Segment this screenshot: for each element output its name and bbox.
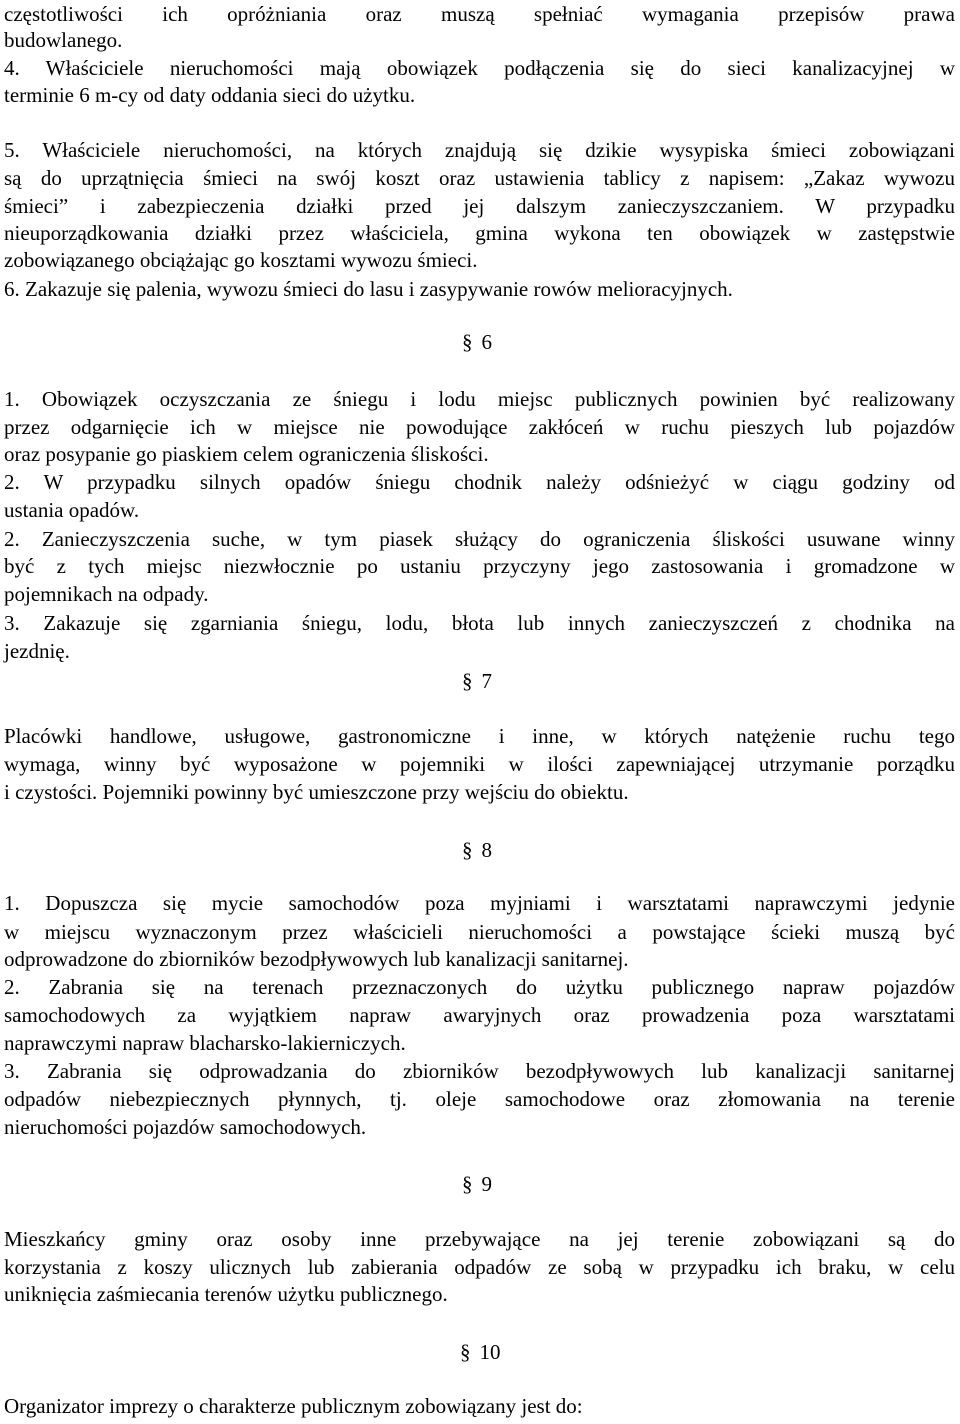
- paragraph-line: śmieci” i zabezpieczenia działki przed jej dalszym zanieczyszczaniem. W przypadku: [4, 194, 955, 218]
- section-heading-6: [462, 328, 492, 356]
- section-number: 8: [481, 838, 492, 862]
- paragraph-line: 6. Zakazuje się palenia, wywozu śmieci do lasu i zasypywanie rowów melioracyjnych.: [4, 277, 733, 301]
- section-heading-8: [462, 836, 492, 864]
- paragraph-line: pojemnikach na odpady.: [4, 582, 209, 606]
- paragraph-line: 3. Zabrania się odprowadzania do zbiorników bezodpływowych lub kanalizacji sanitarnej: [4, 1059, 955, 1083]
- paragraph-line: Mieszkańcy gminy oraz osoby inne przebywające na jej terenie zobowiązani są do: [4, 1227, 955, 1251]
- paragraph-line: 5. Właściciele nieruchomości, na których znajdują się dzikie wysypiska śmieci zobowiązani: [4, 138, 955, 162]
- paragraph-line: w miejscu wyznaczonym przez właścicieli nieruchomości a powstające ścieki muszą być: [4, 920, 955, 944]
- section-heading-9: [462, 1170, 492, 1198]
- paragraph-line: samochodowych za wyjątkiem napraw awaryjnych oraz prowadzenia poza warsztatami: [4, 1003, 955, 1027]
- paragraph-line: wymaga, winny być wyposażone w pojemniki w ilości zapewniającej utrzymanie porządku: [4, 752, 955, 776]
- section-symbol: §: [460, 1340, 471, 1364]
- paragraph-line: 1. Dopuszcza się mycie samochodów poza myjniami i warsztatami naprawczymi jedynie: [4, 891, 955, 915]
- paragraph-line: uniknięcia zaśmiecania terenów użytku publicznego.: [4, 1282, 448, 1306]
- section-symbol: §: [462, 669, 473, 693]
- paragraph-line: 1. Obowiązek oczyszczania ze śniegu i lodu miejsc publicznych powinien być realizowany: [4, 387, 955, 411]
- paragraph-line: 2. Zanieczyszczenia suche, w tym piasek służący do ograniczenia śliskości usuwane winny: [4, 527, 955, 551]
- section-symbol: §: [462, 1172, 473, 1196]
- section-number: 6: [481, 330, 492, 354]
- section-heading-10: [460, 1338, 501, 1366]
- paragraph-line: są do uprzątnięcia śmieci na swój koszt oraz ustawienia tablicy z napisem: „Zakaz wywozu: [4, 166, 955, 190]
- paragraph-line: częstotliwości ich opróżniania oraz muszą spełniać wymagania przepisów prawa: [4, 2, 955, 26]
- paragraph-line: terminie 6 m-cy od daty oddania sieci do użytku.: [4, 83, 416, 107]
- paragraph-line: przez odgarnięcie ich w miejsce nie powodujące zakłóceń w ruchu pieszych lub pojazdów: [4, 415, 955, 439]
- paragraph-line: zobowiązanego obciążając go kosztami wywozu śmieci.: [4, 248, 478, 272]
- paragraph-line: jezdnię.: [4, 639, 70, 663]
- section-number: 7: [481, 669, 492, 693]
- paragraph-line: korzystania z koszy ulicznych lub zabierania odpadów ze sobą w przypadku ich braku, w celu: [4, 1255, 955, 1279]
- paragraph-line: 4. Właściciele nieruchomości mają obowiązek podłączenia się do sieci kanalizacyjnej w: [4, 56, 955, 80]
- section-number: 9: [481, 1172, 492, 1196]
- paragraph-line: Organizator imprezy o charakterze publicznym zobowiązany jest do:: [4, 1394, 583, 1418]
- section-heading-7: [462, 667, 492, 695]
- paragraph-line: 2. W przypadku silnych opadów śniegu chodnik należy odśnieżyć w ciągu godziny od: [4, 470, 955, 494]
- section-symbol: §: [462, 838, 473, 862]
- paragraph-line: oraz posypanie go piaskiem celem ograniczenia śliskości.: [4, 442, 489, 466]
- paragraph-line: odpadów niebezpiecznych płynnych, tj. oleje samochodowe oraz złomowania na terenie: [4, 1087, 955, 1111]
- paragraph-line: i czystości. Pojemniki powinny być umieszczone przy wejściu do obiektu.: [4, 780, 629, 804]
- paragraph-line: budowlanego.: [4, 28, 123, 52]
- paragraph-line: odprowadzone do zbiorników bezodpływowych lub kanalizacji sanitarnej.: [4, 947, 629, 971]
- section-number: 10: [479, 1340, 501, 1364]
- section-symbol: §: [462, 330, 473, 354]
- paragraph-line: 3. Zakazuje się zgarniania śniegu, lodu, błota lub innych zanieczyszczeń z chodnika na: [4, 611, 955, 635]
- paragraph-line: naprawczymi napraw blacharsko-lakierniczych.: [4, 1031, 406, 1055]
- paragraph-line: nieruchomości pojazdów samochodowych.: [4, 1115, 367, 1139]
- paragraph-line: 2. Zabrania się na terenach przeznaczonych do użytku publicznego napraw pojazdów: [4, 975, 955, 999]
- paragraph-line: Placówki handlowe, usługowe, gastronomiczne i inne, w których natężenie ruchu tego: [4, 724, 955, 748]
- paragraph-line: nieuporządkowania działki przez właściciela, gmina wykona ten obowiązek w zastępstwie: [4, 221, 955, 245]
- paragraph-line: być z tych miejsc niezwłocznie po ustaniu przyczyny jego zastosowania i gromadzone w: [4, 554, 955, 578]
- paragraph-line: ustania opadów.: [4, 498, 140, 522]
